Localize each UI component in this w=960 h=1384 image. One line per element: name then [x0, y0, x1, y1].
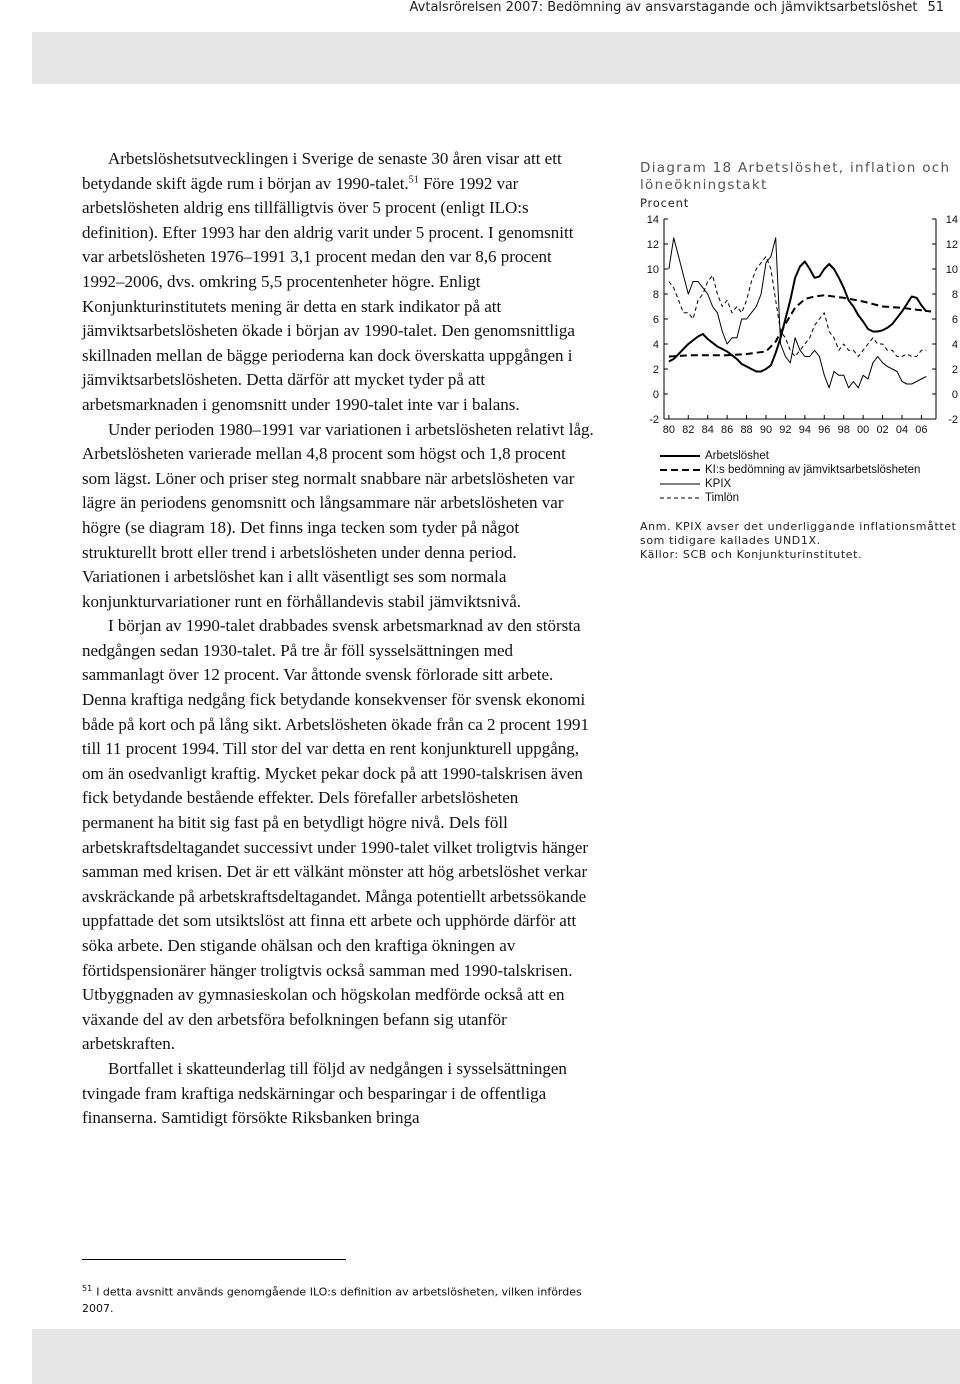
series-line-ki-s-bedömning-av-jämviktsarbetslösheten — [669, 295, 931, 356]
running-header — [410, 0, 944, 15]
figure-source: Källor: SCB och Konjunkturinstitutet. — [640, 548, 863, 561]
running-title: Avtalsrörelsen 2007: Bedömning av ansvarstagande och jämviktsarbetslöshet — [409, 0, 918, 15]
legend-item — [660, 477, 960, 491]
x-tick-label: 92 — [779, 424, 792, 436]
y-tick-label-left: 2 — [652, 364, 659, 376]
x-tick-label: 84 — [701, 424, 714, 436]
page-number: 51 — [927, 0, 944, 15]
x-tick-label: 02 — [876, 424, 889, 436]
legend-label: Arbetslöshet — [705, 450, 769, 462]
x-tick-label: 80 — [662, 424, 675, 436]
legend-item — [660, 449, 960, 463]
x-tick-label: 82 — [682, 424, 695, 436]
y-tick-label-left: 8 — [652, 289, 659, 301]
legend-item — [660, 491, 960, 505]
chart-legend — [660, 449, 960, 505]
y-tick-label-left: -2 — [649, 414, 659, 426]
x-tick-label: 90 — [759, 424, 773, 436]
top-band — [32, 32, 960, 84]
bottom-band — [32, 1329, 960, 1384]
line-chart — [640, 210, 960, 442]
footnote-text: I detta avsnitt används genomgående ILO:s definition av arbetslösheten, vilken infördes 2007. — [82, 1285, 582, 1315]
x-tick-label: 06 — [915, 424, 928, 436]
paragraph: I början av 1990-talet drabbades svensk arbetsmarknad av den största nedgången sedan 1930-talet. På tre år föll sysselsättningen med sammanlagt över 12 procent. Var åttonde svensk förlorade sitt arbete. Denna kraftiga nedgång fick betydande konsekvenser för svensk ekonomi både på kort och på lång sikt. Arbetslösheten ökade från ca 2 procent 1991 till 11 procent 1994. Till stor del var detta en rent konjunkturell uppgång, om än osedvanligt kraftig. Mycket pekar dock på att 1990-talskrisen även fick betydande bestående effekter. Dels förefaller arbetslösheten permanent ha bitit sig fast på en betydligt högre nivå. Dels föll arbetskraftsdeltagandet successivt under 1990-talet vilket troligtvis hänger samman med krisen. Det är ett välkänt mönster att hög arbetslöshet verkar avskräckande på arbetskraftsdeltagandet. Många potentiellt arbetssökande uppfattade det som utsiktslöst att finna ett arbete och upphörde därför att söka arbete. Den stigande ohälsan och den kraftiga ökningen av förtidspensionärer hänger troligtvis också samman med 1990-talskrisen. Utbyggnaden av gymnasieskolan och högskolan medförde också att en växande del av den arbetsföra befolkningen befann sig utanför arbetskraften. — [82, 616, 590, 1054]
figure-title: Diagram 18 Arbetslöshet, inflation och löneökningstakt — [640, 160, 951, 193]
y-tick-label-right: 8 — [951, 289, 958, 301]
y-tick-label-left: 0 — [652, 389, 659, 401]
legend-item — [660, 463, 960, 477]
x-tick-label: 94 — [798, 424, 811, 436]
y-tick-label-right: -2 — [948, 414, 958, 426]
y-tick-label-right: 0 — [951, 389, 958, 401]
footnote-rule — [82, 1259, 346, 1260]
y-tick-label-left: 10 — [646, 264, 659, 276]
y-tick-label-right: 14 — [945, 214, 958, 226]
paragraph: Bortfallet i skatteunderlag till följd av nedgången i sysselsättningen tvingade fram kraftiga nedskärningar och besparingar i de offentliga finanserna. Samtidigt försökte Riksbanken bringa — [82, 1058, 567, 1128]
y-tick-label-right: 10 — [945, 264, 958, 276]
y-tick-label-left: 12 — [646, 239, 659, 251]
figure-unit: Procent — [640, 196, 690, 210]
x-tick-label: 98 — [837, 424, 850, 436]
y-tick-label-right: 12 — [945, 239, 958, 251]
footnote — [82, 1281, 602, 1317]
x-tick-label: 86 — [721, 424, 734, 436]
paragraph-text: Före 1992 var arbetslösheten aldrig ens tillfälligtvis över 5 procent (enligt ILO:s definition). Efter 1993 har den aldrig varit under 5 procent. I genomsnitt var arbetslösheten 1976–1991 3,1 procent medan den var 8,6 procent 1992–2006, dvs. omkring 5,5 procentenheter högre. Enligt Konjunkturinstitutets mening är detta en stark indikator på att jämviktsarbetslösheten ökade i början av 1990-talet. Den genomsnittliga skillnaden mellan de bägge perioderna kan dock överskatta uppgången i jämviktsarbetslösheten. Detta därför att mycket tyder på att arbetsmarknaden i genomsnitt under 1990-talet inte var i balans. — [82, 173, 575, 414]
main-text — [82, 147, 594, 1131]
legend-swatch-solid-thin — [660, 481, 700, 487]
legend-swatch-solid-thick — [660, 453, 700, 459]
figure-note: Anm. KPIX avser det underliggande inflationsmåttet som tidigare kallades UND1X. — [640, 520, 957, 547]
y-tick-label-left: 6 — [652, 314, 659, 326]
figure-column — [640, 160, 960, 562]
paragraph — [82, 147, 594, 418]
paragraph-text: Arbetslöshetsutvecklingen i Sverige de senaste 30 åren visar att ett betydande skift ägde rum i början av 1990-talet. — [82, 149, 562, 193]
legend-swatch-dashed-thin — [660, 495, 700, 501]
y-tick-label-right: 4 — [951, 339, 958, 351]
x-tick-label: 00 — [857, 424, 870, 436]
y-tick-label-left: 14 — [646, 214, 659, 226]
x-tick-label: 88 — [740, 424, 753, 436]
legend-label: KI:s bedömning av jämviktsarbetslösheten — [705, 464, 921, 476]
legend-swatch-dashed-thick — [660, 467, 700, 473]
footnote-ref[interactable]: 51 — [408, 173, 419, 185]
legend-label: KPIX — [705, 478, 732, 490]
x-tick-label: 04 — [895, 424, 909, 436]
footnote-number: 51 — [82, 1284, 93, 1293]
paragraph: Under perioden 1980–1991 var variationen i arbetslösheten relativt låg. Arbetslösheten varierade mellan 4,8 procent som högst och 1,8 procent som lägst. Löner och priser steg normalt snabbare när arbetslösheten var lägre än periodens genomsnitt och långsammare när arbetslösheten var högre (se diagram 18). Det finns inga tecken som tyder på något strukturellt brott eller trend i arbetslösheten under denna period. Variationen i arbetslöshet kan i allt väsentligt ses som normala konjunkturvariationer runt en förhållandevis stabil jämviktsnivå. — [82, 419, 594, 611]
y-tick-label-right: 2 — [951, 364, 958, 376]
y-tick-label-right: 6 — [951, 314, 958, 326]
x-tick-label: 96 — [818, 424, 831, 436]
y-tick-label-left: 4 — [652, 339, 659, 351]
legend-label: Timlön — [705, 492, 740, 504]
figure-notes — [640, 520, 960, 562]
series-line-kpix — [669, 238, 926, 388]
